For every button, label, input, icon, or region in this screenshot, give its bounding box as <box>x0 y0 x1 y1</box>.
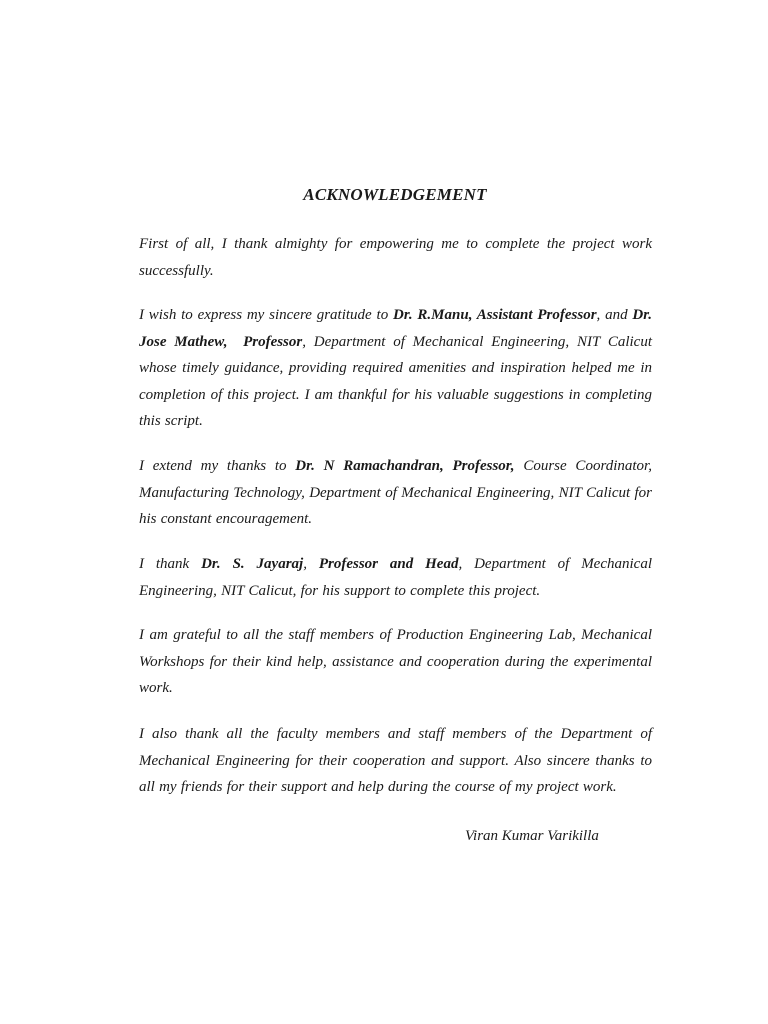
author-signature: Viran Kumar Varikilla <box>465 828 599 844</box>
paragraph-text: I also thank all the faculty members and staff members of the Department of Mechanical Engineering for their cooperation and support. Also sincere thanks to all my friends for their support and help during the course of my project work. <box>139 726 652 795</box>
guide-name-mathew: Dr. Jose Mathew, Professor <box>139 307 657 350</box>
paragraph-staff <box>139 622 652 702</box>
paragraph-intro <box>139 231 652 284</box>
paragraph-coordinator <box>139 453 652 533</box>
page-title: ACKNOWLEDGEMENT <box>303 185 487 204</box>
guide-name-manu: Dr. R.Manu, Assistant Professor <box>393 307 597 323</box>
paragraph-text: , Department of Mechanical Engineering, NIT Calicut whose timely guidance, providing required amenities and inspiration helped me in completion of this project. I am thankful for his valuable suggestions in completing this script. <box>139 333 652 429</box>
paragraph-text: I extend my thanks to <box>139 458 296 474</box>
paragraph-guides <box>139 302 657 435</box>
paragraph-text: , and <box>596 307 633 323</box>
head-title: Professor and Head <box>318 556 459 572</box>
paragraph-text: I thank <box>139 556 202 572</box>
paragraph-text: , Department of Mechanical Engineering, NIT Calicut, for his support to complete this project. <box>139 556 652 599</box>
head-name: Dr. S. Jayaraj <box>201 556 304 572</box>
paragraph-text: I am grateful to all the staff members of Production Engineering Lab, Mechanical Workshops for their kind help, assistance and cooperation during the experimental work. <box>139 627 652 696</box>
paragraph-text: First of all, I thank almighty for empowering me to complete the project work successfully. <box>139 236 652 279</box>
paragraph-text: I wish to express my sincere gratitude to <box>139 307 394 323</box>
paragraph-text: Course Coordinator, Manufacturing Technology, Department of Mechanical Engineering, NIT Calicut for his constant encouragement. <box>139 458 652 527</box>
paragraph-faculty-friends <box>139 721 652 801</box>
paragraph-head <box>139 551 652 604</box>
paragraph-text: , <box>303 556 319 572</box>
coordinator-name: Dr. N Ramachandran, Professor, <box>295 458 515 474</box>
